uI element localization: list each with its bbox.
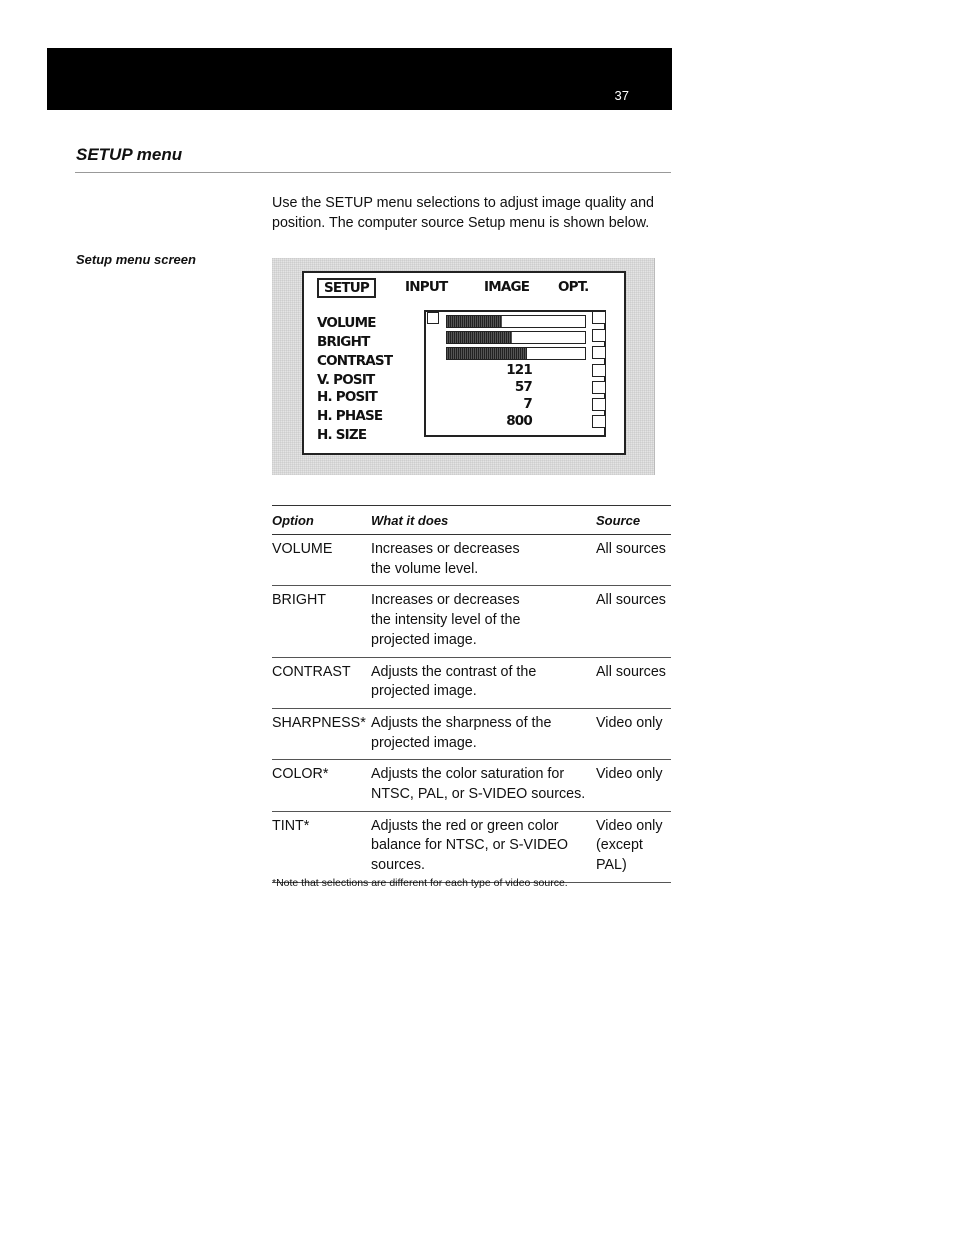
table-row [272,657,671,708]
description-line: Increases or decreases [371,592,520,609]
osd-item-bright: BRIGHT [317,334,370,350]
table-row [272,708,671,759]
table-row [272,586,671,657]
osd-tab-setup: SETUP [317,278,376,298]
section-title: SETUP menu [76,145,183,164]
source-line: All sources [596,592,666,609]
source-line: Video only [596,817,663,834]
source-line: All sources [596,541,666,557]
osd-item-contrast: CONTRAST [317,353,393,369]
footnote: *Note that selections are different for each type of video source. [272,877,568,889]
figure-label: Setup menu screen [76,252,196,267]
osd-item-h-size: H. SIZE [317,427,367,443]
osd-item-h-posit: H. POSIT [317,389,378,405]
header-what-it-does: What it does [371,506,596,535]
description-line: projected image. [371,734,477,751]
table-row [272,760,671,811]
setup-menu-screenshot [272,258,655,475]
check-box [592,381,606,394]
header-source: Source [596,506,671,535]
contrast-bar [446,347,586,360]
description-line: projected image. [371,683,477,700]
description-line: the volume level. [371,560,479,577]
description-line: balance for NTSC, or S-VIDEO [371,837,569,854]
h-posit-value: 57 [514,379,532,395]
osd-item-v-posit: V. POSIT [317,372,375,388]
description-cell [371,760,596,811]
option-cell: TINT* [272,811,371,882]
check-box [592,346,606,359]
header-option: Option [272,506,371,535]
check-box [592,364,606,377]
check-box [592,398,606,411]
volume-bar-fill [447,316,502,327]
source-cell [596,760,671,811]
description-line: sources. [371,857,426,874]
description-cell [371,657,596,708]
bright-bar [446,331,586,344]
osd-tab-input: INPUT [405,279,448,295]
description-line: Increases or decreases [371,541,520,557]
osd-tab-opt: OPT. [558,279,589,295]
intro-paragraph: Use the SETUP menu selections to adjust image quality and position. The computer source Setup menu is shown below. [272,195,654,231]
source-line: Video only [596,714,663,731]
contrast-bar-fill [447,348,527,359]
source-cell [596,708,671,759]
option-cell: COLOR* [272,760,371,811]
osd-item-h-phase: H. PHASE [317,408,383,424]
osd-tab-image: IMAGE [484,279,530,295]
source-cell [596,811,671,882]
description-line: Adjusts the red or green color [371,817,559,834]
description-cell [371,811,596,882]
table-header-row [272,506,671,535]
table-row [272,811,671,882]
source-line: Video only [596,766,663,783]
check-box [592,311,606,324]
osd-menu [302,271,626,455]
option-cell: CONTRAST [272,657,371,708]
description-cell [371,708,596,759]
description-line: Adjusts the sharpness of the [371,714,552,731]
source-cell [596,586,671,657]
description-line: Adjusts the color saturation for [371,766,565,783]
description-cell [371,535,596,586]
source-cell [596,657,671,708]
h-phase-value: 7 [523,396,532,412]
description-line: Adjusts the contrast of the [371,663,537,680]
section-divider [75,172,671,173]
description-cell [371,586,596,657]
description-line: NTSC, PAL, or S-VIDEO sources. [371,786,586,803]
header-bar [47,48,672,110]
description-line: the intensity level of the [371,612,521,629]
option-cell: VOLUME [272,535,371,586]
osd-value-panel [424,310,606,437]
options-table [272,505,671,883]
h-size-value: 800 [506,413,532,429]
option-cell: BRIGHT [272,586,371,657]
source-line: PAL) [596,857,627,874]
page-number: 37 [614,88,629,103]
source-line: All sources [596,663,666,680]
check-box [592,329,606,342]
option-cell: SHARPNESS* [272,708,371,759]
source-cell [596,535,671,586]
table-row [272,535,671,586]
v-posit-value: 121 [506,362,532,378]
check-box [592,415,606,428]
source-line: (except [596,837,643,854]
bright-bar-fill [447,332,512,343]
volume-bar [446,315,586,328]
description-line: projected image. [371,631,477,648]
osd-item-volume: VOLUME [317,315,376,331]
